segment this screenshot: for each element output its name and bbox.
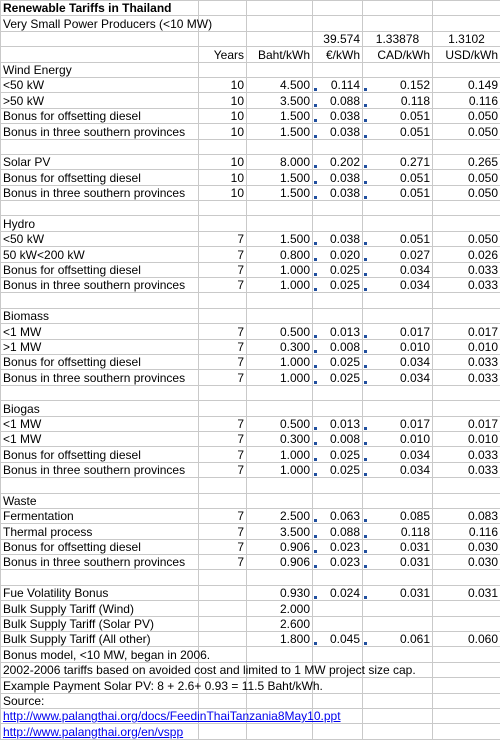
- comment-marker-icon: [314, 535, 317, 538]
- comment-marker-icon: [314, 473, 317, 476]
- cad-cell: 0.034: [363, 370, 433, 385]
- baht-cell: 0.906: [247, 555, 313, 570]
- comment-marker-icon: [364, 288, 367, 291]
- row-label: <50 kW: [1, 231, 199, 246]
- table-row: [1, 585, 500, 600]
- years-cell: 7: [199, 354, 247, 369]
- years-cell: 7: [199, 247, 247, 262]
- baht-cell: 3.500: [247, 524, 313, 539]
- row-label: Bulk Supply Tariff (Solar PV): [1, 616, 199, 631]
- comment-marker-icon: [314, 350, 317, 353]
- years-cell: 10: [199, 185, 247, 200]
- header-usd: USD/kWh: [433, 47, 500, 62]
- comment-marker-icon: [364, 181, 367, 184]
- row-label: Fue Volatility Bonus: [1, 585, 199, 600]
- comment-marker-icon: [364, 104, 367, 107]
- section-header-row: [1, 216, 500, 231]
- row-label: Bonus for offsetting diesel: [1, 539, 199, 554]
- table-row: [1, 539, 500, 554]
- eur-cell: 0.038: [313, 108, 363, 123]
- comment-marker-icon: [314, 458, 317, 461]
- eur-cell: 0.038: [313, 124, 363, 139]
- sheet-title: Renewable Tariffs in Thailand: [1, 1, 199, 16]
- comment-marker-icon: [364, 642, 367, 645]
- table-row: [1, 508, 500, 523]
- header-eur: €/kWh: [313, 47, 363, 62]
- comment-marker-icon: [364, 596, 367, 599]
- comment-marker-icon: [314, 135, 317, 138]
- years-cell: 10: [199, 93, 247, 108]
- cad-cell: 0.152: [363, 77, 433, 92]
- table-row: [1, 262, 500, 277]
- cad-cell: 0.118: [363, 524, 433, 539]
- usd-cell: 0.033: [433, 447, 500, 462]
- eur-cell: 0.063: [313, 508, 363, 523]
- row-label: Bonus in three southern provinces: [1, 462, 199, 477]
- baht-cell: 1.000: [247, 370, 313, 385]
- eur-cell: [313, 601, 363, 616]
- years-cell: 10: [199, 108, 247, 123]
- note-row-text: Bonus model, <10 MW, began in 2006.: [1, 647, 199, 662]
- usd-cell: 0.017: [433, 324, 500, 339]
- eur-cell: 0.008: [313, 431, 363, 446]
- years-cell: [199, 632, 247, 647]
- row-label: <1 MW: [1, 416, 199, 431]
- eur-cell: 0.114: [313, 77, 363, 92]
- table-row: [1, 124, 500, 139]
- cad-cell: 0.051: [363, 170, 433, 185]
- cad-cell: 0.031: [363, 585, 433, 600]
- comment-marker-icon: [314, 181, 317, 184]
- row-label: <1 MW: [1, 324, 199, 339]
- comment-marker-icon: [314, 165, 317, 168]
- table-row: [1, 278, 500, 293]
- link-row: [1, 708, 500, 723]
- usd-cell: 0.010: [433, 431, 500, 446]
- source-link[interactable]: http://www.palangthai.org/docs/FeedinThaiTanzania8May10.ppt: [3, 709, 341, 723]
- header-years: Years: [199, 47, 247, 62]
- baht-cell: 1.500: [247, 231, 313, 246]
- comment-marker-icon: [364, 519, 367, 522]
- header-cad: CAD/kWh: [363, 47, 433, 62]
- row-label: Bonus in three southern provinces: [1, 185, 199, 200]
- years-cell: 7: [199, 278, 247, 293]
- usd-cell: 0.026: [433, 247, 500, 262]
- usd-cell: 0.050: [433, 231, 500, 246]
- cad-cell: 0.051: [363, 124, 433, 139]
- cad-cell: 0.034: [363, 262, 433, 277]
- years-cell: 7: [199, 324, 247, 339]
- table-row: [1, 524, 500, 539]
- eur-cell: 0.023: [313, 539, 363, 554]
- comment-marker-icon: [314, 273, 317, 276]
- comment-marker-icon: [364, 258, 367, 261]
- eur-cell: 0.025: [313, 447, 363, 462]
- baht-cell: 1.500: [247, 185, 313, 200]
- section-header-row: [1, 62, 500, 77]
- table-row: [1, 154, 500, 169]
- section-header-row: [1, 401, 500, 416]
- usd-cell: 0.033: [433, 462, 500, 477]
- baht-cell: 0.300: [247, 431, 313, 446]
- row-label: Fermentation: [1, 508, 199, 523]
- years-cell: 7: [199, 431, 247, 446]
- note-row: [1, 678, 500, 693]
- table-row: [1, 416, 500, 431]
- baht-cell: 1.500: [247, 124, 313, 139]
- comment-marker-icon: [314, 519, 317, 522]
- note-row-text: Example Payment Solar PV: 8 + 2.6+ 0.93 = 11.5 Baht/kWh.: [1, 678, 199, 693]
- cad-cell: 0.031: [363, 539, 433, 554]
- comment-marker-icon: [314, 258, 317, 261]
- comment-marker-icon: [364, 88, 367, 91]
- row-label: Bonus in three southern provinces: [1, 278, 199, 293]
- comment-marker-icon: [314, 442, 317, 445]
- table-row: [1, 231, 500, 246]
- table-row: [1, 370, 500, 385]
- eur-cell: 0.038: [313, 170, 363, 185]
- usd-cell: 0.116: [433, 93, 500, 108]
- cad-cell: 0.118: [363, 93, 433, 108]
- comment-marker-icon: [364, 550, 367, 553]
- cad-cell: 0.034: [363, 447, 433, 462]
- blank-row: [1, 201, 500, 216]
- blank-row: [1, 385, 500, 400]
- comment-marker-icon: [364, 427, 367, 430]
- table-row: [1, 185, 500, 200]
- table-row: [1, 247, 500, 262]
- row-label: Bonus for offsetting diesel: [1, 170, 199, 185]
- years-cell: 7: [199, 462, 247, 477]
- blank-row: [1, 570, 500, 585]
- baht-cell: 1.000: [247, 262, 313, 277]
- usd-cell: 0.033: [433, 370, 500, 385]
- baht-cell: 1.500: [247, 170, 313, 185]
- years-cell: 10: [199, 77, 247, 92]
- comment-marker-icon: [364, 458, 367, 461]
- usd-cell: 0.017: [433, 416, 500, 431]
- note-row: [1, 647, 500, 662]
- cad-cell: 0.051: [363, 231, 433, 246]
- usd-cell: [433, 601, 500, 616]
- baht-cell: 0.500: [247, 324, 313, 339]
- row-label: Bonus for offsetting diesel: [1, 262, 199, 277]
- baht-cell: 8.000: [247, 154, 313, 169]
- comment-marker-icon: [314, 242, 317, 245]
- baht-cell: 1.500: [247, 108, 313, 123]
- cad-cell: 0.010: [363, 431, 433, 446]
- header-baht: Baht/kWh: [247, 47, 313, 62]
- comment-marker-icon: [314, 88, 317, 91]
- usd-cell: 0.033: [433, 262, 500, 277]
- baht-cell: 0.500: [247, 416, 313, 431]
- row-label: >50 kW: [1, 93, 199, 108]
- row-label: <1 MW: [1, 431, 199, 446]
- baht-cell: 1.000: [247, 447, 313, 462]
- eur-cell: 0.025: [313, 462, 363, 477]
- comment-marker-icon: [364, 442, 367, 445]
- eur-cell: 0.008: [313, 339, 363, 354]
- comment-marker-icon: [314, 550, 317, 553]
- baht-cell: 2.600: [247, 616, 313, 631]
- comment-marker-icon: [364, 365, 367, 368]
- cad-cell: 0.051: [363, 108, 433, 123]
- usd-cell: 0.083: [433, 508, 500, 523]
- row-label: Bonus in three southern provinces: [1, 124, 199, 139]
- baht-cell: 0.300: [247, 339, 313, 354]
- sheet-subtitle: Very Small Power Producers (<10 MW): [1, 16, 199, 31]
- years-cell: [199, 616, 247, 631]
- comment-marker-icon: [314, 288, 317, 291]
- row-label: Bonus for offsetting diesel: [1, 354, 199, 369]
- baht-cell: 0.930: [247, 585, 313, 600]
- section-header-row: [1, 308, 500, 323]
- table-row: [1, 555, 500, 570]
- comment-marker-icon: [314, 565, 317, 568]
- row-label: Bonus in three southern provinces: [1, 370, 199, 385]
- section-title: Biogas: [1, 401, 199, 416]
- years-cell: 7: [199, 262, 247, 277]
- years-cell: [199, 585, 247, 600]
- section-title: Wind Energy: [1, 62, 199, 77]
- usd-rate: 1.3102: [433, 31, 500, 46]
- usd-cell: 0.030: [433, 555, 500, 570]
- eur-cell: 0.025: [313, 354, 363, 369]
- cad-cell: 0.034: [363, 354, 433, 369]
- cad-cell: 0.034: [363, 462, 433, 477]
- years-cell: 7: [199, 524, 247, 539]
- table-row: [1, 601, 500, 616]
- comment-marker-icon: [314, 642, 317, 645]
- eur-cell: 0.020: [313, 247, 363, 262]
- row-label: Solar PV: [1, 154, 199, 169]
- cad-cell: 0.017: [363, 416, 433, 431]
- comment-marker-icon: [314, 427, 317, 430]
- section-title: Waste: [1, 493, 199, 508]
- cad-cell: 0.010: [363, 339, 433, 354]
- comment-marker-icon: [314, 119, 317, 122]
- comment-marker-icon: [364, 381, 367, 384]
- usd-cell: 0.050: [433, 108, 500, 123]
- baht-cell: 1.000: [247, 278, 313, 293]
- table-row: [1, 108, 500, 123]
- eur-cell: 0.038: [313, 185, 363, 200]
- note-row: [1, 662, 500, 677]
- comment-marker-icon: [364, 535, 367, 538]
- years-cell: 7: [199, 339, 247, 354]
- cad-cell: 0.061: [363, 632, 433, 647]
- comment-marker-icon: [314, 196, 317, 199]
- cad-cell: 0.085: [363, 508, 433, 523]
- cad-rate: 1.33878: [363, 31, 433, 46]
- years-cell: 7: [199, 231, 247, 246]
- table-row: [1, 324, 500, 339]
- usd-cell: 0.116: [433, 524, 500, 539]
- eur-cell: 0.023: [313, 555, 363, 570]
- years-cell: 7: [199, 416, 247, 431]
- usd-cell: 0.050: [433, 185, 500, 200]
- note-row: [1, 693, 500, 708]
- row-label: >1 MW: [1, 339, 199, 354]
- usd-cell: [433, 616, 500, 631]
- baht-cell: 3.500: [247, 93, 313, 108]
- baht-cell: 4.500: [247, 77, 313, 92]
- usd-cell: 0.050: [433, 170, 500, 185]
- baht-cell: 2.000: [247, 601, 313, 616]
- comment-marker-icon: [314, 365, 317, 368]
- years-cell: 7: [199, 508, 247, 523]
- years-cell: 7: [199, 447, 247, 462]
- cad-cell: [363, 601, 433, 616]
- years-cell: 7: [199, 370, 247, 385]
- usd-cell: 0.265: [433, 154, 500, 169]
- eur-cell: 0.025: [313, 278, 363, 293]
- usd-cell: 0.031: [433, 585, 500, 600]
- usd-cell: 0.149: [433, 77, 500, 92]
- row-label: Bulk Supply Tariff (Wind): [1, 601, 199, 616]
- comment-marker-icon: [364, 473, 367, 476]
- eur-cell: 0.045: [313, 632, 363, 647]
- comment-marker-icon: [364, 135, 367, 138]
- usd-cell: 0.010: [433, 339, 500, 354]
- eur-cell: 0.088: [313, 93, 363, 108]
- eur-cell: 0.025: [313, 262, 363, 277]
- baht-cell: 1.000: [247, 462, 313, 477]
- table-row: [1, 170, 500, 185]
- section-title: Biomass: [1, 308, 199, 323]
- table-row: [1, 447, 500, 462]
- cad-cell: [363, 616, 433, 631]
- blank-row: [1, 139, 500, 154]
- cad-cell: 0.017: [363, 324, 433, 339]
- row-label: Bonus for offsetting diesel: [1, 447, 199, 462]
- comment-marker-icon: [364, 242, 367, 245]
- usd-cell: 0.033: [433, 278, 500, 293]
- table-row: [1, 462, 500, 477]
- comment-marker-icon: [314, 104, 317, 107]
- comment-marker-icon: [314, 335, 317, 338]
- table-row: [1, 77, 500, 92]
- years-cell: 7: [199, 539, 247, 554]
- note-row-text: Source:: [1, 693, 199, 708]
- comment-marker-icon: [364, 273, 367, 276]
- baht-cell: 0.906: [247, 539, 313, 554]
- eur-cell: 0.038: [313, 231, 363, 246]
- comment-marker-icon: [364, 335, 367, 338]
- cad-cell: 0.051: [363, 185, 433, 200]
- note-row-text: 2002-2006 tariffs based on avoided cost and limited to 1 MW project size cap.: [1, 662, 199, 677]
- eur-cell: 0.013: [313, 416, 363, 431]
- cad-cell: 0.271: [363, 154, 433, 169]
- blank-row: [1, 478, 500, 493]
- row-label: Bonus for offsetting diesel: [1, 108, 199, 123]
- usd-cell: 0.060: [433, 632, 500, 647]
- comment-marker-icon: [364, 119, 367, 122]
- usd-cell: 0.050: [433, 124, 500, 139]
- comment-marker-icon: [364, 165, 367, 168]
- years-cell: 10: [199, 124, 247, 139]
- cad-cell: 0.027: [363, 247, 433, 262]
- years-cell: [199, 601, 247, 616]
- table-row: [1, 431, 500, 446]
- baht-cell: 1.800: [247, 632, 313, 647]
- eur-cell: 0.024: [313, 585, 363, 600]
- row-label: Bonus in three southern provinces: [1, 555, 199, 570]
- table-row: [1, 354, 500, 369]
- section-title: Hydro: [1, 216, 199, 231]
- comment-marker-icon: [314, 381, 317, 384]
- years-cell: 10: [199, 170, 247, 185]
- eur-rate: 39.574: [313, 31, 363, 46]
- years-cell: 7: [199, 555, 247, 570]
- row-label: 50 kW<200 kW: [1, 247, 199, 262]
- row-label: <50 kW: [1, 77, 199, 92]
- table-row: [1, 632, 500, 647]
- comment-marker-icon: [364, 196, 367, 199]
- section-header-row: [1, 493, 500, 508]
- eur-cell: 0.202: [313, 154, 363, 169]
- years-cell: 10: [199, 154, 247, 169]
- cad-cell: 0.034: [363, 278, 433, 293]
- eur-cell: 0.025: [313, 370, 363, 385]
- table-row: [1, 93, 500, 108]
- table-row: [1, 339, 500, 354]
- blank-row: [1, 293, 500, 308]
- cad-cell: 0.031: [363, 555, 433, 570]
- source-link[interactable]: http://www.palangthai.org/en/vspp: [3, 725, 183, 739]
- comment-marker-icon: [364, 565, 367, 568]
- eur-cell: [313, 616, 363, 631]
- row-label: Bulk Supply Tariff (All other): [1, 632, 199, 647]
- eur-cell: 0.013: [313, 324, 363, 339]
- baht-cell: 2.500: [247, 508, 313, 523]
- eur-cell: 0.088: [313, 524, 363, 539]
- usd-cell: 0.033: [433, 354, 500, 369]
- baht-cell: 0.800: [247, 247, 313, 262]
- row-label: Thermal process: [1, 524, 199, 539]
- baht-cell: 1.000: [247, 354, 313, 369]
- comment-marker-icon: [364, 350, 367, 353]
- usd-cell: 0.030: [433, 539, 500, 554]
- table-row: [1, 616, 500, 631]
- link-row: [1, 724, 500, 739]
- comment-marker-icon: [314, 596, 317, 599]
